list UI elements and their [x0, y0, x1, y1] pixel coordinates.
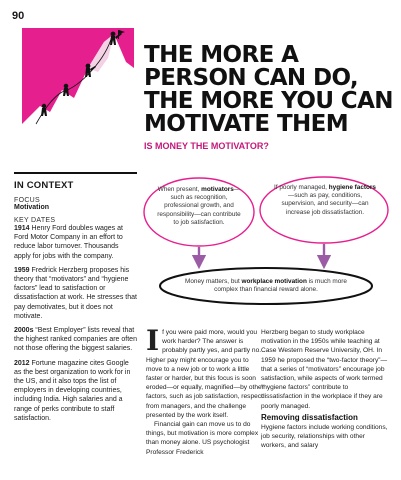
entry-year: 2000s: [14, 327, 34, 335]
entry-year: 1959: [14, 266, 30, 274]
hygiene-text: If poorly managed, hygiene factors—such as pay, conditions, supervision, and security—can increase job dissatisfaction.: [274, 184, 376, 216]
title-line: PERSON CAN DO,: [144, 65, 359, 91]
hero-illustration: [22, 28, 134, 156]
drop-cap: I: [146, 328, 160, 357]
entry-year: 2012: [14, 359, 30, 367]
summit-flag: [119, 30, 125, 34]
body-column-2: [261, 328, 389, 478]
climbers-illustration: [22, 28, 134, 156]
key-date-entry: [14, 266, 137, 321]
section-heading: Removing dissatisfaction: [261, 412, 358, 422]
focus-value: Motivation: [14, 204, 49, 211]
in-context-sidebar: [14, 172, 137, 472]
mountain-shape: [22, 34, 134, 156]
key-date-entry: [14, 326, 137, 354]
motivators-text: When present, motivators—such as recognition, professional growth, and responsibility—can contribute to job satisfaction.: [157, 186, 241, 226]
title-line: MOTIVATE THEM: [144, 111, 349, 137]
entry-year: 1914: [14, 225, 30, 232]
title-line: THE MORE YOU CAN: [144, 88, 393, 114]
summit-flag-pole: [118, 30, 119, 39]
entry-text: Henry Ford doubles wages at Ford Motor Company in an effort to reduce labor turnover. Thousands apply for jobs with the company.: [14, 225, 123, 260]
entry-text: Fortune magazine cites Google as the best organization to work for in the US, and it also tops the list of employers in developing countries, including India. High salaries and a range of perks contribute to staff satisfaction.: [14, 359, 131, 422]
title-line: THE MORE A: [144, 42, 299, 68]
page-title: [144, 44, 394, 136]
sidebar-heading: IN CONTEXT: [14, 180, 74, 191]
key-date-entry: [14, 359, 137, 423]
key-dates-label: KEY DATES: [14, 217, 56, 224]
entry-text: “Best Employer” lists reveal that the highest ranked companies are often not those offering the biggest salaries.: [14, 327, 137, 353]
body-paragraph: Herzberg began to study workplace motivation in the 1950s while teaching at Case Western Reserve University, OH. In 1959 he proposed the “two-factor theory”—that a series of “motivators” encourage job satisfaction, while aspects of work termed “hygiene factors” contribute to dissatisfaction in the workplace if they are poorly managed.: [261, 329, 388, 410]
money-text: Money matters, but workplace motivation is much more complex than financial reward alone.: [185, 278, 347, 294]
motivation-diagram: [140, 168, 398, 308]
page-number: 90: [12, 10, 25, 22]
page-subtitle: IS MONEY THE MOTIVATOR?: [144, 141, 269, 151]
entry-text: Fredrick Herzberg proposes his theory that “motivators” and “hygiene factors” lead to satisfaction or dissatisfaction at work. He stresses that pay demotivates, but it does not motivate.: [14, 266, 137, 320]
body-paragraph: Hygiene factors include working conditions, job security, relationships with other workers, and salary: [261, 423, 388, 450]
body-paragraph: f you were paid more, would you work harder? The answer is probably partly yes, and partly no. Higher pay might encourage you to move to a new job or to work a little faster or harder, but this focus is soon eroded—or equally, magnified—by other factors, such as job satisfaction, respect from managers, and the challenge presented by the work itself.: [146, 329, 264, 419]
body-column-1: [146, 328, 264, 478]
body-paragraph: Financial gain can move us to do things, but motivation is more complex than money alone. US psychologist Professor Frederick: [146, 421, 259, 456]
focus-label: FOCUS: [14, 197, 40, 204]
sidebar-rule: [14, 172, 137, 174]
key-date-entry: [14, 224, 137, 261]
